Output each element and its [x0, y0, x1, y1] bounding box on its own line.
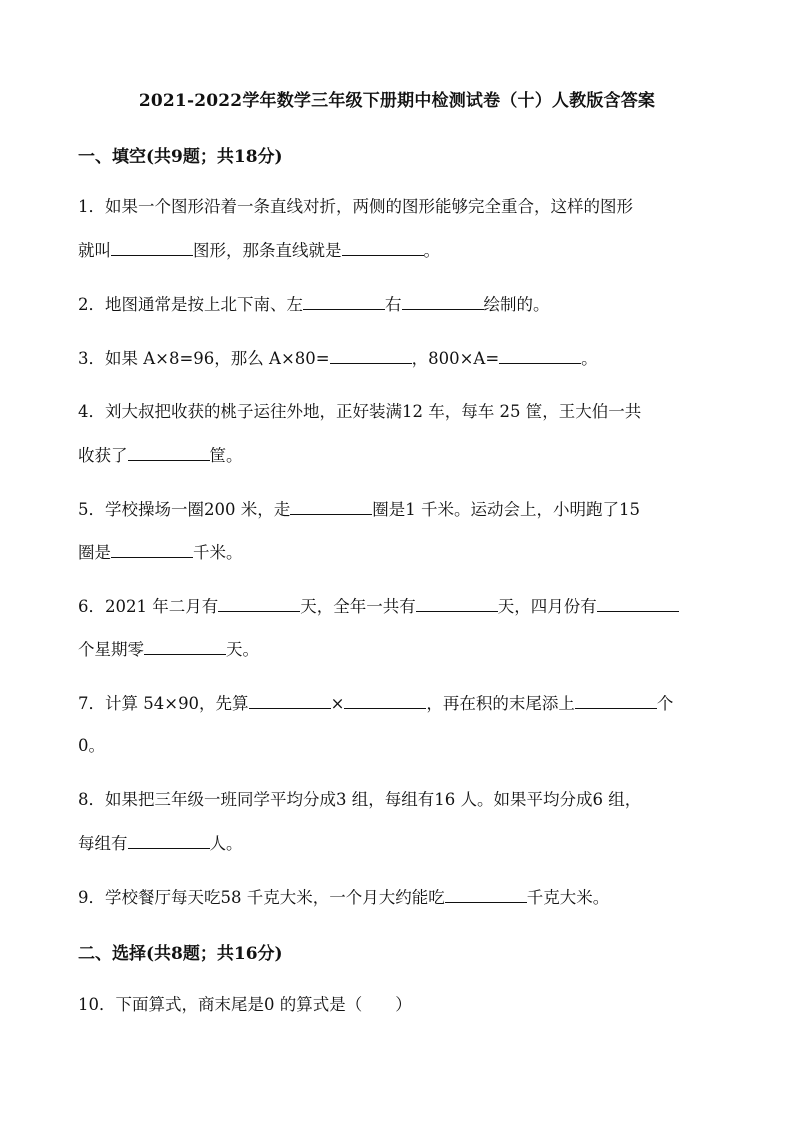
question-4-text-a: 收获了	[78, 446, 128, 465]
question-10-line: 10．下面算式，商末尾是0 的算式是（ ）	[78, 995, 412, 1014]
question-1-line-1: 1．如果一个图形沿着一条直线对折，两侧的图形能够完全重合，这样的图形	[78, 197, 633, 216]
question-3-text-a: 3．如果 A×8=96，那么 A×80=	[78, 349, 330, 368]
answer-blank-q7-3[interactable]	[575, 691, 657, 709]
answer-blank-q6-2[interactable]	[416, 594, 498, 612]
question-6-line-1	[78, 594, 679, 619]
section-heading-fill-in: 一、填空(共9题；共18分)	[78, 147, 283, 167]
question-7-line-1	[78, 691, 673, 716]
answer-blank-q7-2[interactable]	[344, 691, 426, 709]
question-4-line-1: 4．刘大叔把收获的桃子运往外地，正好装满12 车，每车 25 筐，王大伯一共	[78, 402, 642, 421]
question-4-text-b: 筐。	[209, 446, 243, 465]
question-9-text-b: 千克大米。	[526, 888, 610, 907]
answer-blank-q3-2[interactable]	[499, 346, 581, 364]
question-7-text-b: ×	[330, 694, 345, 713]
question-7-text-c: ，再在积的末尾添上	[426, 694, 575, 713]
question-2-text-a: 2．地图通常是按上北下南、左	[78, 295, 303, 314]
question-6-text-c: 天，四月份有	[497, 597, 597, 616]
answer-blank-q1-1[interactable]	[111, 238, 193, 256]
answer-blank-q4-1[interactable]	[128, 443, 210, 461]
answer-blank-q5-2[interactable]	[111, 540, 193, 558]
answer-blank-q6-4[interactable]	[144, 637, 226, 655]
question-5-text-d: 千米。	[193, 543, 243, 562]
answer-blank-q2-2[interactable]	[402, 292, 484, 310]
question-9-text-a: 9．学校餐厅每天吃58 千克大米，一个月大约能吃	[78, 888, 445, 907]
question-5-text-b: 圈是1 千米。运动会上，小明跑了15	[372, 500, 640, 519]
question-3-line	[78, 346, 598, 371]
answer-blank-q9-1[interactable]	[445, 885, 527, 903]
question-7-line-2: 0。	[78, 736, 105, 755]
answer-blank-q1-2[interactable]	[342, 238, 424, 256]
answer-blank-q8-1[interactable]	[128, 831, 210, 849]
question-1-text-b: 图形，那条直线就是	[193, 241, 342, 260]
answer-blank-q5-1[interactable]	[290, 497, 372, 515]
question-6-text-b: 天，全年一共有	[300, 597, 416, 616]
question-6-text-d: 个星期零	[78, 640, 144, 659]
question-8-text-b: 人。	[209, 834, 243, 853]
question-5-line-1	[78, 497, 640, 522]
question-5-text-a: 5．学校操场一圈200 米，走	[78, 500, 291, 519]
question-6-line-2	[78, 637, 259, 662]
question-6-text-e: 天。	[226, 640, 259, 659]
answer-blank-q6-3[interactable]	[597, 594, 679, 612]
question-6-text-a: 6．2021 年二月有	[78, 597, 219, 616]
answer-blank-q6-1[interactable]	[218, 594, 300, 612]
question-1-text-a: 就叫	[78, 241, 111, 260]
answer-blank-q2-1[interactable]	[303, 292, 385, 310]
question-5-text-c: 圈是	[78, 543, 111, 562]
answer-blank-q7-1[interactable]	[249, 691, 331, 709]
question-8-line-2	[78, 831, 243, 856]
question-1-line-2	[78, 238, 440, 263]
question-4-line-2	[78, 443, 243, 468]
question-2-text-c: 绘制的。	[483, 295, 550, 314]
question-2-line	[78, 292, 550, 317]
section-heading-multiple-choice: 二、选择(共8题；共16分)	[78, 944, 283, 964]
question-3-text-c: 。	[581, 349, 598, 368]
question-5-line-2	[78, 540, 243, 565]
answer-blank-q3-1[interactable]	[330, 346, 412, 364]
question-7-text-a: 7．计算 54×90，先算	[78, 694, 249, 713]
question-9-line	[78, 885, 609, 910]
question-3-text-b: ，800×A=	[411, 349, 500, 368]
question-7-text-d: 个	[656, 694, 674, 713]
question-1-text-c: 。	[423, 241, 440, 260]
question-2-text-b: 右	[385, 295, 402, 314]
question-8-line-1: 8．如果把三年级一班同学平均分成3 组，每组有16 人。如果平均分成6 组，	[78, 790, 642, 809]
page-title: 2021-2022学年数学三年级下册期中检测试卷（十）人教版含答案	[138, 91, 656, 111]
question-8-text-a: 每组有	[78, 834, 128, 853]
